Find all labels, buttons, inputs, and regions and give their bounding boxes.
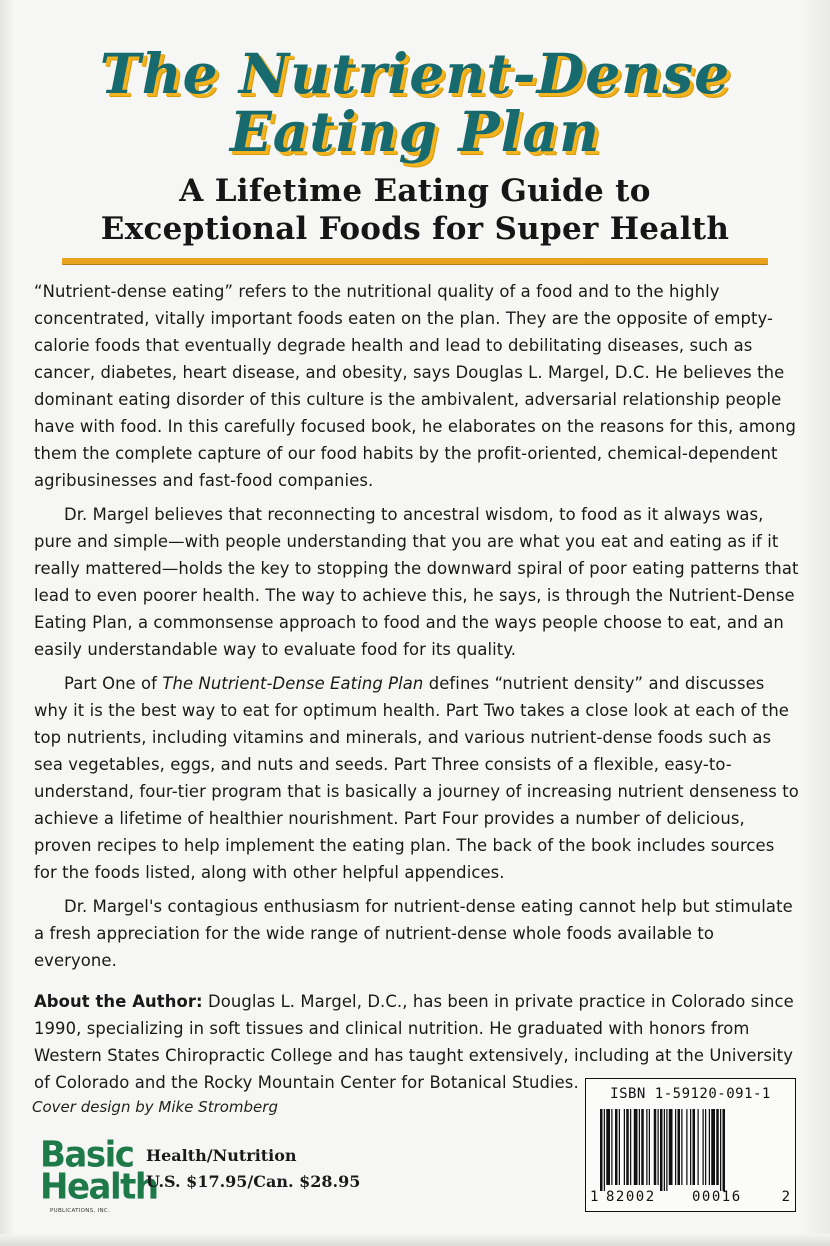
barcode-bar [723,1109,726,1191]
barcode-bar [658,1109,659,1185]
barcode-bar [660,1109,663,1191]
barcode-bar [606,1109,610,1185]
about-author-text: Douglas L. Margel, D.C., has been in private practice in Colorado since 1990, specializing in soft tissues and clinical nutrition. He graduated with honors from Western States Chiropractic College and has taught extensively, including at the University of Colorado and the Rocky Mountain Center for Botanical Studies. [34,992,794,1092]
subtitle-line-2: Exceptional Foods for Super Health [100,211,730,247]
barcode-bar [664,1109,665,1191]
barcode-bar [698,1109,699,1185]
barcode-bar [703,1109,704,1185]
barcode-bar [709,1109,710,1185]
barcode-bar [669,1109,673,1185]
barcode-block [585,1078,796,1212]
barcode-bar [678,1109,681,1185]
barcode-bar [686,1109,687,1185]
title-line-2: Eating Plan [229,99,601,164]
book-price: U.S. $17.95/Can. $28.95 [146,1172,361,1191]
subtitle-line-1: A Lifetime Eating Guide to [179,173,651,209]
isbn-number: ISBN 1-59120-091-1 [610,1086,771,1102]
barcode-bar [604,1109,605,1191]
barcode-bar [611,1109,612,1185]
paragraph-3-rest: defines “nutrient density” and discusses why it is the best way to eat for optimum health. Part Two takes a close look at each of the top nutrients, including vitamins and minerals, and various nutrient-dense foods such as sea vegetables, eggs, and nuts and seeds. Part Three consists of a flexible, easy-to-understand, four-tier program that is basically a journey of increasing nutrient denseness to achieve a lifetime of healthier nourishment. Part Four provides a number of delicious, proven recipes to help implement the eating plan. The back of the book includes sources for the foods listed, along with other helpful appendices. [34,674,799,882]
about-author-label: About the Author: [34,992,203,1011]
barcode-bar [600,1109,603,1191]
logo-basic-word: Basic [40,1134,134,1176]
title-line-1: The Nutrient-Dense [99,41,731,106]
barcode-bar [624,1109,625,1185]
paragraph-3 [34,670,800,886]
barcode-bar [630,1109,631,1185]
paragraph-2: Dr. Margel believes that reconnecting to ancestral wisdom, to food as it always was, pure and simple—with people understanding that you are what you eat and eating as if it really mattered—holds the key to stopping the downward spiral of poor eating patterns that lead to even poorer health. The way to achieve this, he says, is through the Nutrient-Dense Eating Plan, a commonsense approach to food and the ways people choose to eat, and an easily understandable way to evaluate food for its quality. [34,505,799,659]
barcode-bar [626,1109,629,1185]
barcode-bar [690,1109,691,1185]
barcode-bar [693,1109,696,1185]
logo-publications-text: PUBLICATIONS, INC. [50,1208,111,1214]
book-title-italic: The Nutrient-Dense Eating Plan [162,674,424,693]
barcode-bar [654,1109,657,1185]
paragraph-3-start: Part One of [64,674,163,693]
cover-design-credit: Cover design by Mike Stromberg [32,1098,278,1116]
barcode-bar [666,1109,667,1191]
barcode-bar [639,1109,640,1185]
upc-number-system-digit: 1 [590,1189,599,1205]
barcode-bar [716,1109,719,1185]
paragraph-1: “Nutrient-dense eating” refers to the nutritional quality of a food and to the highly concentrated, vitally important foods eaten on the plan. They are the opposite of empty-calorie foods that eventually degrade health and lead to debilitating diseases, such as cancer, diabetes, heart disease, and obesity, says Douglas L. Margel, D.C. He believes the dominant eating disorder of this culture is the ambivalent, adversarial relationship people have with food. In this carefully focused book, he elaborates on the reasons for this, among them the complete capture of our food habits by the profit-oriented, chemical-dependent agribusinesses and fast-food companies. [34,282,797,490]
barcode-bar [711,1109,715,1185]
barcode-bar [641,1109,644,1185]
paragraph-4: Dr. Margel's contagious enthusiasm for nutrient-dense eating cannot help but stimulate a fresh appreciation for the wide range of nutrient-dense whole foods available to everyone. [34,897,793,970]
barcode-bar [634,1109,638,1185]
orange-divider [62,258,768,264]
barcode-bar [619,1109,620,1185]
logo-health-word: Health [40,1166,158,1208]
description-text [34,278,800,1103]
barcode-bar [705,1109,706,1185]
barcode-bar [615,1109,618,1185]
upc-left-digits: 82002 [606,1189,656,1205]
book-category: Health/Nutrition [146,1146,297,1165]
page-edge [0,1234,830,1246]
upc-check-digit: 2 [781,1189,790,1205]
barcode-bar [681,1109,682,1185]
barcode-bar [649,1109,650,1185]
publisher-logo [40,1134,158,1218]
barcode-bar [720,1109,721,1191]
barcode-bar [646,1109,647,1185]
barcode-bar [675,1109,676,1185]
upc-right-digits: 00016 [692,1189,742,1205]
barcode-bars [600,1109,783,1191]
